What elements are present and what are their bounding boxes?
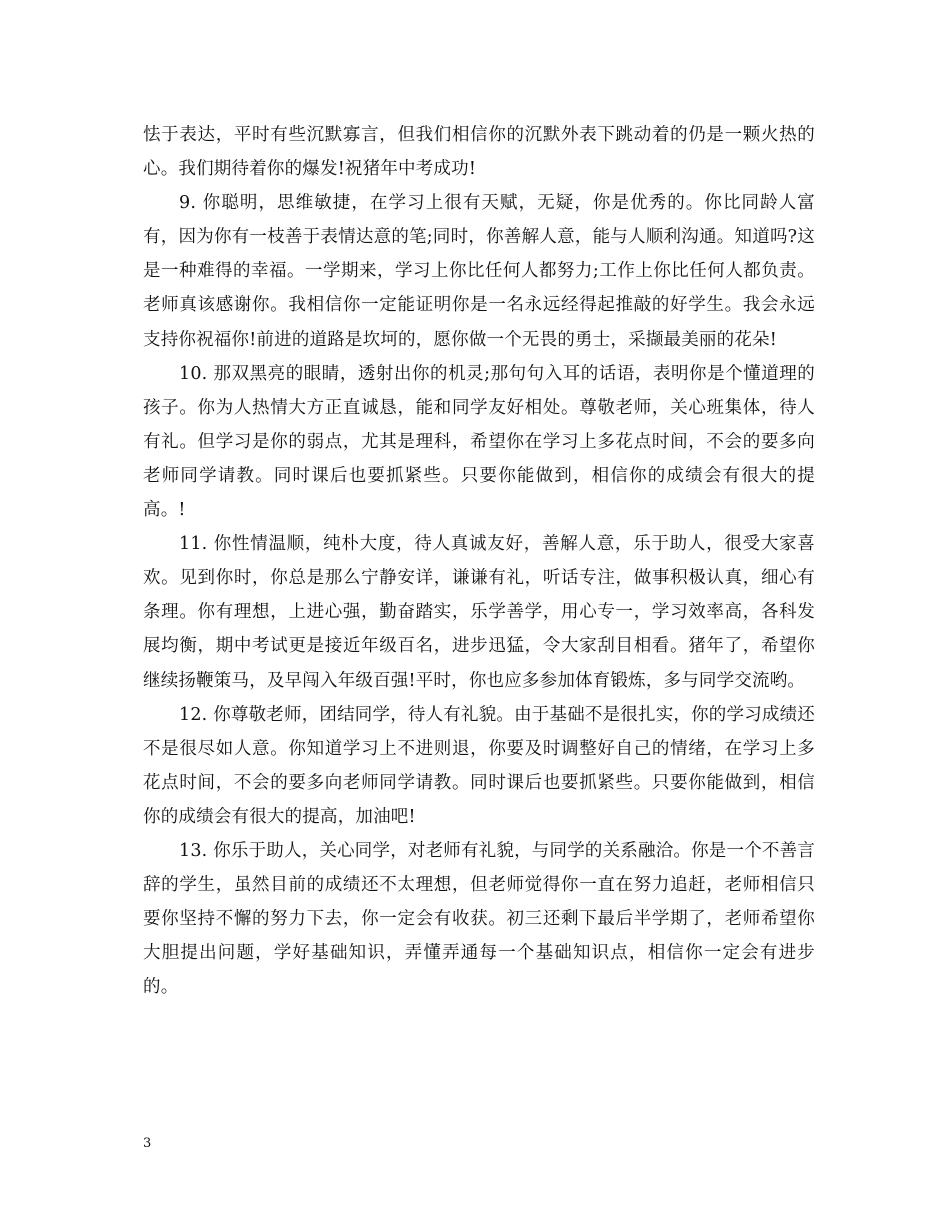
paragraph-item-11: 11. 你性情温顺，纯朴大度，待人真诚友好，善解人意，乐于助人，很受大家喜欢。见到你时，你总是那么宁静安详，谦谦有礼，听话专注，做事积极认真，细心有条理。你有理想，上进心强，勤奋踏实，乐学善学，用心专一，学习效率高，各科发展均衡，期中考试更是接近年级百名，进步迅猛，令大家刮目相看。猪年了，希望你继续扬鞭策马，及早闯入年级百强!平时，你也应多参加体育锻炼，多与同学交流哟。 bbox=[143, 534, 815, 691]
paragraph-item-10: 10. 那双黑亮的眼睛，透射出你的机灵;那句句入耳的话语，表明你是个懂道理的孩子。你为人热情大方正直诚恳，能和同学友好相处。尊敬老师，关心班集体，待人有礼。但学习是你的弱点，尤其是理科，希望你在学习上多花点时间，不会的要多向老师同学请教。同时课后也要抓紧些。只要你能做到，相信你的成绩会有很大的提高。! bbox=[143, 363, 815, 521]
page-number: 3 bbox=[143, 1136, 152, 1151]
paragraph-continuation: 怯于表达，平时有些沉默寡言，但我们相信你的沉默外表下跳动着的仍是一颗火热的心。我们期待着你的爆发!祝猪年中考成功! bbox=[143, 125, 815, 180]
document-body bbox=[143, 118, 815, 1004]
paragraph-item-9: 9. 你聪明，思维敏捷，在学习上很有天赋，无疑，你是优秀的。你比同龄人富有，因为你有一枝善于表情达意的笔;同时，你善解人意，能与人顺利沟通。知道吗?这是一种难得的幸福。一学期来，学习上你比任何人都努力;工作上你比任何人都负责。老师真该感谢你。我相信你一定能证明你是一名永远经得起推敲的好学生。我会永远支持你祝福你!前进的道路是坎坷的，愿你做一个无畏的勇士，采撷最美丽的花朵! bbox=[143, 193, 815, 350]
paragraph-item-13: 13. 你乐于助人，关心同学，对老师有礼貌，与同学的关系融洽。你是一个不善言辞的学生，虽然目前的成绩还不太理想，但老师觉得你一直在努力追赶，老师相信只要你坚持不懈的努力下去，你一定会有收获。初三还剩下最后半学期了，老师希望你大胆提出问题，学好基础知识，弄懂弄通每一个基础知识点，相信你一定会有进步的。 bbox=[143, 840, 815, 998]
paragraph-item-12: 12. 你尊敬老师，团结同学，待人有礼貌。由于基础不是很扎实，你的学习成绩还不是很尽如人意。你知道学习上不进则退，你要及时调整好自己的情绪，在学习上多花点时间，不会的要多向老师同学请教。同时课后也要抓紧些。只要你能做到，相信你的成绩会有很大的提高，加油吧! bbox=[143, 704, 815, 827]
